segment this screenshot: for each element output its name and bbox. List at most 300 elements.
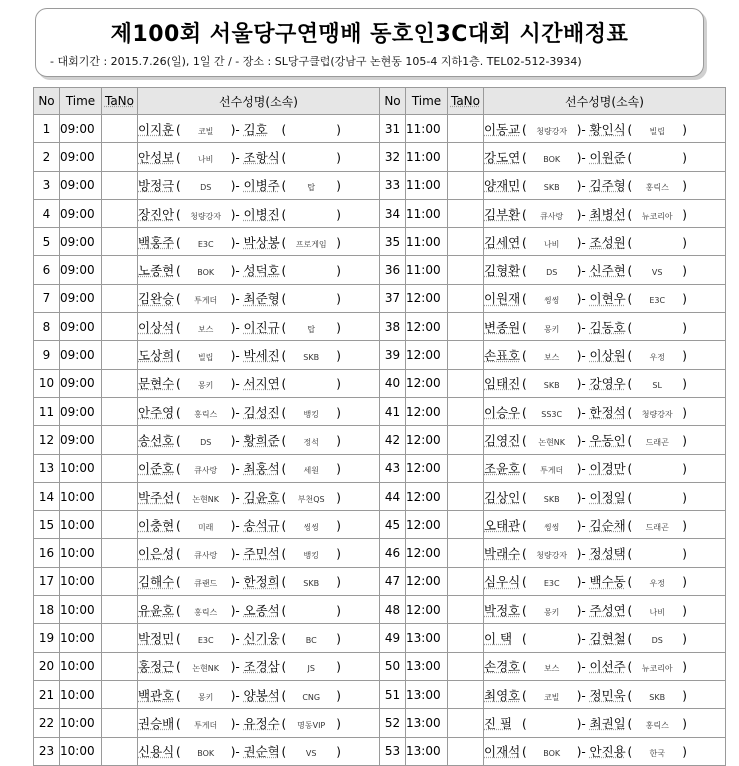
match-players: 양재민 ( SKB )- 김주형 ( 홍릭스 ) [484,171,726,199]
player-1: 조윤호 [484,461,521,477]
table-no [448,115,484,143]
club-1: 논현NK [538,437,566,447]
club-2: 세원 [303,466,319,476]
club-2: VS [651,268,663,278]
match-players: 이재석 ( BOK )- 안진용 ( 한국 ) [484,737,726,765]
club-1: BOK [197,749,215,759]
table-row [34,482,380,510]
match-players: 박정민 ( E3C )- 신기웅 ( BC ) [138,624,380,652]
table-no [448,567,484,595]
table-row [380,652,726,680]
club-2: 탑 [307,324,316,334]
player-1: 최영호 [484,687,521,703]
match-players: 안성보 ( 나비 )- 조항식 ( ) [138,143,380,171]
club-2: DS [651,635,663,645]
table-no [102,199,138,227]
match-time: 09:00 [60,171,102,199]
club-2: 드래곤 [645,522,669,532]
club-2: 한국 [649,749,665,759]
match-time: 13:00 [406,709,448,737]
table-row [34,228,380,256]
player-2: 이상원 [589,348,626,364]
match-time: 11:00 [406,171,448,199]
match-no: 8 [34,313,60,341]
table-no [448,369,484,397]
match-players: 강도연 ( BOK )- 이원준 ( ) [484,143,726,171]
match-time: 12:00 [406,482,448,510]
match-no: 19 [34,624,60,652]
club-1: E3C [197,239,214,249]
club-1: 나비 [197,154,214,164]
player-2: 김성진 [243,404,280,420]
match-players: 이충현 ( 미래 )- 송석규 ( 씽씽 ) [138,511,380,539]
player-2: 김윤호 [243,489,280,505]
table-row [380,709,726,737]
player-1: 이상석 [138,319,175,335]
match-time: 13:00 [406,737,448,765]
match-players: 이은성 ( 큐사랑 )- 주민석 ( 뱅킹 ) [138,539,380,567]
player-1: 이동교 [484,121,521,137]
player-2: 정성택 [589,546,626,562]
match-time: 12:00 [406,397,448,425]
table-row [380,454,726,482]
match-time: 09:00 [60,228,102,256]
table-row [34,539,380,567]
player-2: 한정희 [243,574,280,590]
match-no: 45 [380,511,406,539]
table-row [34,596,380,624]
player-2: 최병선 [589,206,626,222]
player-2: 신기웅 [243,630,280,646]
club-2: 뉴코리아 [641,664,673,674]
match-players: 김영진 ( 논현NK )- 우동인 ( 드래곤 ) [484,426,726,454]
match-players: 손경호 ( 보스 )- 이선주 ( 뉴코리아 ) [484,652,726,680]
club-1: E3C [197,635,214,645]
player-1: 박주선 [138,489,175,505]
player-2: 이정일 [589,489,626,505]
col-tano: TaNo [102,88,138,115]
match-players: 백홍주 ( E3C )- 박상봉 ( 프로게임 ) [138,228,380,256]
club-2: E3C [649,296,666,306]
club-2: 홍릭스 [645,720,669,730]
match-no: 2 [34,143,60,171]
table-row [380,341,726,369]
player-1: 홍정근 [138,659,175,675]
club-1: 투게더 [540,466,564,476]
match-no: 17 [34,567,60,595]
player-1: 임태진 [484,376,521,392]
club-1: 보스 [543,664,560,674]
player-2: 김주형 [589,178,626,194]
match-players: 신용식 ( BOK )- 권순혁 ( VS ) [138,737,380,765]
table-no [448,709,484,737]
match-time: 11:00 [406,143,448,171]
player-1: 김해수 [138,574,175,590]
table-row [380,680,726,708]
club-2: 정석 [303,437,319,447]
club-1: 투게더 [194,296,218,306]
player-1: 손표호 [484,348,521,364]
club-1: 미래 [197,522,214,532]
player-1: 도상희 [138,348,175,364]
player-2: 신주현 [589,263,626,279]
player-2: 성덕호 [243,263,280,279]
match-time: 12:00 [406,341,448,369]
table-no [448,539,484,567]
player-1: 변종원 [484,319,521,335]
match-players: 노종현 ( BOK )- 성덕호 ( ) [138,256,380,284]
club-1: 코빌 [543,692,560,702]
match-players: 백관호 ( 몽키 )- 양봉석 ( CNG ) [138,680,380,708]
table-header-row [34,88,380,115]
player-2: 양봉석 [243,687,280,703]
match-players: 권승배 ( 투게더 )- 유정수 ( 명동VIP ) [138,709,380,737]
table-row [34,426,380,454]
player-2: 최권일 [589,715,626,731]
club-1: 논현NK [192,494,220,504]
match-players: 이승우 ( SS3C )- 한정석 ( 청량강자 ) [484,397,726,425]
match-players: 진 필 ( )- 최권일 ( 홍릭스 ) [484,709,726,737]
match-time: 11:00 [406,199,448,227]
match-no: 35 [380,228,406,256]
match-players: 변종원 ( 몽키 )- 김동호 ( ) [484,313,726,341]
table-row [380,624,726,652]
match-players: 이준호 ( 큐사랑 )- 최홍석 ( 세원 ) [138,454,380,482]
match-players: 김해수 ( 큐랜드 )- 한정희 ( SKB ) [138,567,380,595]
match-players: 도상희 ( 빌립 )- 박세진 ( SKB ) [138,341,380,369]
table-no [448,171,484,199]
table-no [102,284,138,312]
table-no [448,228,484,256]
match-players: 홍정근 ( 논현NK )- 조경삼 ( JS ) [138,652,380,680]
match-no: 37 [380,284,406,312]
player-2: 황희준 [243,432,280,448]
match-players: 방정극 ( DS )- 이병주 ( 탑 ) [138,171,380,199]
match-players: 이상석 ( 보스 )- 이진규 ( 탑 ) [138,313,380,341]
player-1: 이준호 [138,461,175,477]
player-1: 이지훈 [138,121,175,137]
player-2: 이현우 [589,291,626,307]
player-2: 이원준 [589,149,626,165]
player-1: 김부환 [484,206,521,222]
player-1: 문현수 [138,376,175,392]
match-no: 40 [380,369,406,397]
table-row [380,511,726,539]
match-no: 22 [34,709,60,737]
match-no: 21 [34,680,60,708]
match-time: 10:00 [60,454,102,482]
club-1: 청량강자 [536,126,568,136]
club-2: SL [652,381,662,391]
match-players: 김세연 ( 나비 )- 조성원 ( ) [484,228,726,256]
table-row [34,313,380,341]
player-1: 유윤호 [138,602,175,618]
club-1: 홍릭스 [194,409,218,419]
table-header-row [380,88,726,115]
match-no: 3 [34,171,60,199]
match-no: 15 [34,511,60,539]
match-players: 이지훈 ( 코빌 )- 김호 ( ) [138,115,380,143]
player-2: 유정수 [243,715,280,731]
match-time: 10:00 [60,596,102,624]
match-no: 34 [380,199,406,227]
match-no: 33 [380,171,406,199]
club-1: 큐사랑 [194,466,218,476]
table-row [34,454,380,482]
club-1: 투게더 [194,720,218,730]
player-2: 정민욱 [589,687,626,703]
club-1: DS [200,183,212,193]
match-no: 41 [380,397,406,425]
header-box [35,8,704,77]
table-row [380,284,726,312]
player-2: 김호 [243,121,268,137]
player-1: 김세연 [484,234,521,250]
match-no: 50 [380,652,406,680]
match-time: 09:00 [60,426,102,454]
match-no: 9 [34,341,60,369]
club-1: BOK [543,749,561,759]
player-1: 이은성 [138,546,175,562]
club-2: 우정 [649,353,665,363]
match-no: 14 [34,482,60,510]
match-no: 49 [380,624,406,652]
club-2: SKB [303,579,320,589]
table-no [102,426,138,454]
match-time: 12:00 [406,313,448,341]
match-players: 김상인 ( SKB )- 이정일 ( ) [484,482,726,510]
match-time: 10:00 [60,652,102,680]
match-time: 09:00 [60,341,102,369]
player-2: 안진용 [589,744,626,760]
schedule-table-left [33,87,380,766]
match-players: 김형환 ( DS )- 신주현 ( VS ) [484,256,726,284]
player-2: 조경삼 [243,659,280,675]
match-no: 47 [380,567,406,595]
club-1: 큐사랑 [194,551,218,561]
match-players: 박주선 ( 논현NK )- 김윤호 ( 부천QS ) [138,482,380,510]
club-2: 뉴코리아 [641,211,673,221]
match-time: 10:00 [60,709,102,737]
player-2: 조성원 [589,234,626,250]
club-1: 몽키 [197,381,214,391]
club-2: SKB [649,692,666,702]
match-no: 43 [380,454,406,482]
player-2: 권순혁 [243,744,280,760]
club-1: BOK [197,268,215,278]
table-no [448,284,484,312]
table-row [34,256,380,284]
table-row [34,652,380,680]
club-1: 코빌 [197,126,214,136]
match-time: 11:00 [406,115,448,143]
player-1: 안성보 [138,149,175,165]
table-no [102,397,138,425]
match-players: 장진안 ( 청량강자 )- 이병진 ( ) [138,199,380,227]
match-time: 10:00 [60,737,102,765]
club-1: 씽씽 [543,522,560,532]
table-no [448,680,484,708]
table-no [448,426,484,454]
club-1: 씽씽 [543,296,560,306]
match-time: 12:00 [406,539,448,567]
table-no [102,482,138,510]
table-no [102,624,138,652]
club-1: 몽키 [543,324,560,334]
match-time: 13:00 [406,624,448,652]
match-time: 09:00 [60,369,102,397]
table-no [448,737,484,765]
match-players: 박정호 ( 몽키 )- 주성연 ( 나비 ) [484,596,726,624]
match-players: 오태관 ( 씽씽 )- 김순채 ( 드래곤 ) [484,511,726,539]
player-1: 노종현 [138,263,175,279]
club-1: BOK [543,154,561,164]
table-no [448,624,484,652]
match-players: 김완승 ( 투게더 )- 최준형 ( ) [138,284,380,312]
club-2: 우정 [649,579,665,589]
club-2: 명동VIP [297,720,326,730]
table-row [34,199,380,227]
player-2: 주성연 [589,602,626,618]
club-2: 탑 [307,183,316,193]
match-no: 16 [34,539,60,567]
match-no: 42 [380,426,406,454]
player-1: 이재석 [484,744,521,760]
table-no [448,652,484,680]
player-2: 김순채 [589,517,626,533]
player-2: 최홍석 [243,461,280,477]
match-no: 23 [34,737,60,765]
player-2: 이진규 [243,319,280,335]
table-row [380,115,726,143]
table-no [102,171,138,199]
player-2: 최준형 [243,291,280,307]
player-1: 송선호 [138,432,175,448]
player-2: 우동인 [589,432,626,448]
player-1: 오태관 [484,517,521,533]
table-no [448,341,484,369]
table-row [34,709,380,737]
match-no: 32 [380,143,406,171]
player-1: 이충현 [138,517,175,533]
table-no [102,369,138,397]
player-2: 이선주 [589,659,626,675]
club-2: 빌립 [649,126,665,136]
match-time: 10:00 [60,539,102,567]
table-no [448,143,484,171]
match-time: 12:00 [406,596,448,624]
match-time: 09:00 [60,115,102,143]
player-1: 진 필 [484,715,513,731]
club-1: SKB [543,494,560,504]
table-row [380,171,726,199]
table-row [380,199,726,227]
player-2: 박세진 [243,348,280,364]
player-1: 박정민 [138,630,175,646]
match-no: 39 [380,341,406,369]
table-row [34,680,380,708]
match-players: 송선호 ( DS )- 황희준 ( 정석 ) [138,426,380,454]
col-no: No [34,88,60,115]
club-1: E3C [543,579,560,589]
table-no [102,539,138,567]
match-no: 20 [34,652,60,680]
match-time: 10:00 [60,567,102,595]
match-time: 11:00 [406,256,448,284]
club-2: 나비 [649,607,665,617]
table-row [380,228,726,256]
table-row [34,737,380,765]
match-no: 1 [34,115,60,143]
player-2: 서지연 [243,376,280,392]
match-no: 12 [34,426,60,454]
player-1: 손경호 [484,659,521,675]
match-time: 12:00 [406,426,448,454]
table-no [102,567,138,595]
table-no [102,256,138,284]
player-2: 김동호 [589,319,626,335]
match-time: 12:00 [406,454,448,482]
club-1: DS [546,268,558,278]
table-row [380,426,726,454]
player-1: 심우식 [484,574,521,590]
player-2: 백수동 [589,574,626,590]
player-1: 장진안 [138,206,175,222]
col-time: Time [60,88,102,115]
player-2: 황인식 [589,121,626,137]
schedule-table-right [379,87,726,766]
match-no: 4 [34,199,60,227]
match-no: 36 [380,256,406,284]
table-no [102,652,138,680]
player-2: 주민석 [243,546,280,562]
match-time: 10:00 [60,482,102,510]
player-1: 방정극 [138,178,175,194]
table-no [102,143,138,171]
match-time: 13:00 [406,680,448,708]
match-time: 09:00 [60,284,102,312]
match-players: 김부환 ( 큐사랑 )- 최병선 ( 뉴코리아 ) [484,199,726,227]
match-players: 최영호 ( 코빌 )- 정민욱 ( SKB ) [484,680,726,708]
match-players: 이원재 ( 씽씽 )- 이현우 ( E3C ) [484,284,726,312]
club-1: 큐사랑 [540,211,564,221]
player-1: 신용식 [138,744,175,760]
table-no [448,199,484,227]
table-row [34,624,380,652]
table-no [102,680,138,708]
player-1: 김완승 [138,291,175,307]
match-players: 조윤호 ( 투게더 )- 이경만 ( ) [484,454,726,482]
club-1: 몽키 [197,692,214,702]
table-no [102,511,138,539]
table-row [380,482,726,510]
table-row [34,369,380,397]
club-2: 씽씽 [303,522,319,532]
match-time: 12:00 [406,284,448,312]
match-no: 31 [380,115,406,143]
club-2: 뱅킹 [303,409,319,419]
table-no [102,341,138,369]
table-row [34,284,380,312]
match-time: 12:00 [406,511,448,539]
club-1: 홍릭스 [194,607,218,617]
player-1: 이승우 [484,404,521,420]
club-1: 빌립 [197,353,214,363]
page-title: 제100회 서울당구연맹배 동호인3C대회 시간배정표 [110,22,629,47]
club-2: 프로게임 [295,239,327,249]
col-tano: TaNo [448,88,484,115]
club-2: 홍릭스 [645,183,669,193]
